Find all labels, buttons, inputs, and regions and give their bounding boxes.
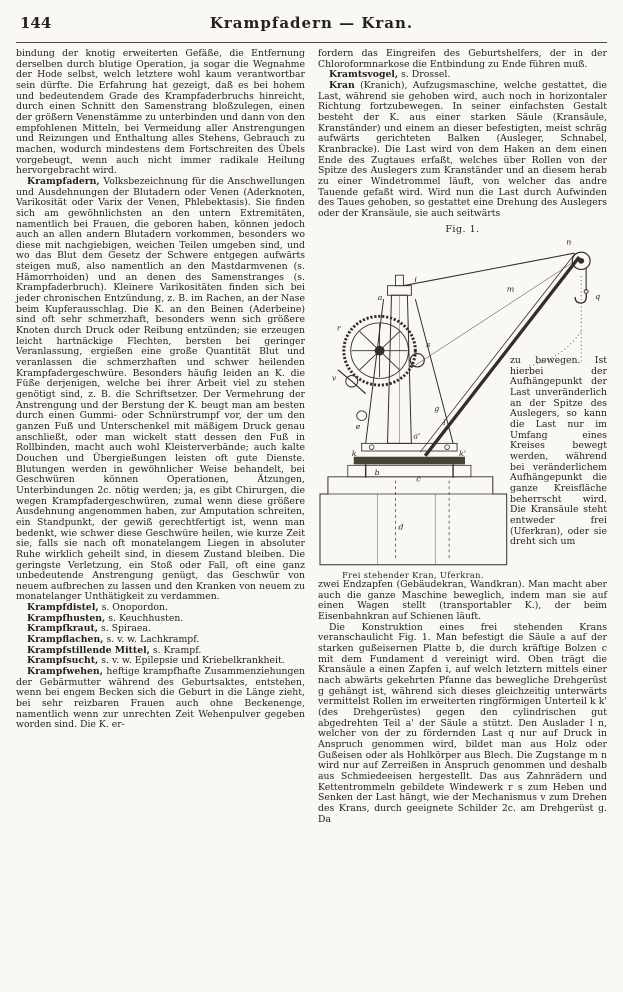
figure-part-label-i: i	[414, 275, 417, 284]
entry-text: s. Spiraea.	[100, 623, 151, 635]
right-column	[318, 49, 607, 825]
entry-text: (Kranich), Aufzugsmaschine, welche gestattet, die Last, während sie gehoben wird, auch noch in horizontaler Richtung fortzubewegen. In seiner einfachsten Gestalt besteht der K. aus einer starken Säule (Kransäule, Kranständer) und einem an dieser befestigten, meist schräg aufwärts gerichteten Balken (Ausleger, Schnabel, Kranbracke). Die Last wird von dem Haken an dem einen Ende des Zugtaues erfaßt, welches über Rollen von der Spitze des Auslegers zum Kranständer und an diesem herab zu einer Windetrommel läuft, von welcher das andre Tauende gefaßt wird. Wird nun die Last durch Aufwinden des Taues gehoben, so gestattet eine Drehung des Auslegers oder der Kransäule, sie auch seitwärts	[318, 79, 607, 219]
figure-part-label-m: m	[506, 284, 515, 294]
figure-part-label-l: l	[443, 418, 446, 428]
figure-part-label-n: n	[566, 237, 572, 247]
headword: Krampfhusten,	[27, 612, 106, 624]
figure-part-label-b: b	[374, 468, 380, 478]
headword: Kran	[329, 79, 355, 91]
paragraph-continuation	[16, 49, 305, 177]
entry-text: s. v. w. Lachkrampf.	[106, 634, 200, 646]
entry-text: fordern das Eingreifen des Geburtshelfers, der in der Chloroformnarkose die Entbindung zu Ende führen muß.	[318, 48, 607, 70]
figure-label: Fig. 1.	[445, 223, 480, 235]
figure-part-label-g: g	[434, 404, 440, 413]
page-header-title: Krampfadern — Kran.	[209, 14, 414, 32]
encyclopedia-entry	[16, 667, 305, 731]
headword: Krampfadern,	[27, 175, 100, 187]
text-columns	[0, 43, 623, 825]
headword: Krampfwehen,	[27, 666, 103, 678]
entry-text: s. Keuchhusten.	[108, 612, 184, 624]
entry-text: heftige krampfhafte Zusammenziehungen der Gebärmutter während des Geburtsaktes, entstehen, wenn bei engem Becken sich die Geburt in die Länge zieht, bei sehr reizbaren Frauen auch ohne Beckenenge, namentlich wenn zur unrechten Zeit Wehenpulver gegeben worden sind. Die K. er-	[16, 666, 305, 731]
figure-part-label-q: q	[595, 292, 601, 302]
figure-part-label-r: r	[336, 323, 341, 333]
figure-caption: Frei stehender Kran, Uferkran.	[342, 569, 484, 580]
figure-part-label-v: v	[331, 373, 337, 383]
page-header	[16, 12, 607, 43]
paragraph-continuation	[318, 580, 607, 623]
crane-figure	[318, 236, 607, 580]
entry-text: bindung der knotig erweiterten Gefäße, die Entfernung derselben durch blutige Operation, ja sogar die Wegnahme der Hode selbst, welch letztere wohl kaum verantwortbar sein dürfte. Die Erfahrung hat gezeigt, daß es bei hohem und bedeutendem Grade des Krampfaderbruchs hinreicht, durch einen Schnitt den Samenstrang bloßzulegen, einen der größern Venenstämme zu unterbinden und dann von den empfohlenen Mitteln, bei Vermeidung aller Anstrengungen und Reizungen und Enthaltung alles Stehens, Gebrauch zu machen, wodurch mindestens dem Fortschreiten des Übels vorgebeugt, wenn auch nicht immer radikale Heilung hervorgebracht wird.	[16, 48, 305, 177]
encyclopedia-entry	[16, 177, 305, 603]
entry-text: Die Konstruktion eines frei stehenden Krans veranschaulicht Fig. 1. Man befestigt die Säule a auf der starken gußeisernen Platte b, die durch kräftige Bolzen c mit dem Fundament d vereinigt wird. Oben trägt die Kransäule a einen Zapfen i, auf welch letztern mittels einer nach abwärts gekehrten Pfanne das bewegliche Drehgerüst g gehängt ist, während sich dieses gleichzeitig unterwärts vermittelst Rollen im erweiterten ringförmigen Unterteil k k' (des Drehgerüstes) gegen den cylindrischen gut abgedrehten Teil a' der Säule a stützt. Den Auslader l n, welcher von der zu fördernden Last q nur auf Druck in Anspruch genommen wird, bildet man aus Holz oder Gußeisen oder als Hohlkörper aus Blech. Die Zugstange m n wird nur auf Zerreißen in Anspruch genommen und deshalb aus Schmiedeeisen hergestellt. Das aus Zahnrädern und Kettentrommeln gebildete Windewerk r s zum Heben und Senken der Last hängt, wie der Mechanismus v zum Drehen des Krans, durch geeignete Schilder 2c. am Drehgerüst g. Da	[318, 621, 607, 825]
encyclopedia-entry	[318, 81, 607, 220]
figure-part-label-d: d	[398, 522, 404, 532]
entry-text: s. Onopordon.	[101, 602, 168, 614]
entry-text: zwei Endzapfen (Gebäudekran, Wandkran). Man macht aber auch die ganze Maschine beweglich, indem man sie auf einen Wagen stellt (transportabler K.), der beim Eisenbahnkran auf Schienen läuft.	[318, 579, 607, 623]
headword: Krampfdistel,	[27, 602, 99, 614]
figure-side-text: zu bewegen. Ist hierbei der Aufhängepunkt der Last unveränderlich an der Spitze des Auslegers, so kann die Last nur im Umfang eines Kreises bewegt werden, während bei veränderlichem Aufhängepunkt die ganze Kreisfläche beherrscht wird. Die Kransäule steht entweder frei (Uferkran), oder sie dreht sich um	[510, 355, 607, 548]
entry-text: s. Drossel.	[401, 69, 451, 81]
figure-part-label-k2: k'	[459, 449, 467, 458]
figure-part-label-e: e	[355, 422, 361, 432]
figure-part-label-a: a	[377, 293, 383, 303]
entry-text: s. Krampf.	[152, 644, 202, 656]
headword: Kramtsvogel,	[329, 69, 399, 81]
figure-part-label-s: s	[426, 340, 431, 349]
left-column	[16, 49, 305, 825]
paragraph-continuation	[318, 49, 607, 70]
entry-text: s. v. w. Epilepsie und Kriebelkrankheit.	[101, 655, 285, 667]
headword: Krampfkraut,	[27, 623, 98, 635]
figure-part-label-k: k	[351, 449, 357, 458]
headword: Krampflachen,	[27, 634, 104, 646]
figure-part-label-a2: a'	[413, 431, 421, 441]
headword: Krampfsucht,	[27, 655, 99, 667]
entry-text: Volksbezeichnung für die Anschwellungen und Ausdehnungen der Blutadern oder Venen (Aderknoten, Varikosität oder Varix der Venen, Phlebektasis). Sie finden sich am gewöhnlichsten an den untern Extremitäten, namentlich bei Frauen, die geboren haben, können jedoch auch an allen andern Blutadern vorkommen, besonders wo diese mit nachgiebigen, weichen Teilen umgeben sind, und wo das Blut dem Gesetz der Schwere entgegen aufwärts steigen muß, also namentlich an den Mastdarmvenen (s. Hämorrhoiden) und an denen des Samenstranges (s. Krampfaderbruch). Kleinere Varikositäten finden sich bei jeder chronischen Entzündung, z. B. im Rachen, an der Nase beim Kupferausschlag. Die K. an den Beinen (Aderbeine) sind oft sehr schmerzhaft, besonders wenn sich größere Knoten durch Druck oder Reibung entzünden; sie erzeugen leicht hartnäckige Flechten, bersten bei geringer Veranlassung, ergießen eine große Quantität Blut und veranlassen die schmerzhaften und schwer heilenden Krampfadergeschwüre. Besonders häufig leiden an K. die Füße derjenigen, welche bei ihrer Arbeit viel zu stehen genötigt sind, z. B. die Schriftsetzer. Der Vermehrung der Anstrengung und der Berstung der K. beugt man am besten durch einen Gummi- oder Schnürstrumpf vor, der um den ganzen Fuß und Unterschenkel mit mäßigem Druck genau anschließt, oder man wickelt statt dessen den Fuß in Rollbinden, macht auch wohl Kleisterverbände; auch kalte Douchen und Übergießungen leisten oft gute Dienste. Blutungen werden in gewöhnlicher Weise behandelt, bei Geschwüren können Operationen, Ätzungen, Unterbindungen 2c. nötig werden; ja, es gibt Chirurgen, die wegen Krampfadergeschwüren, zumal wenn diese größere Ausdehnung angenommen haben, zur Amputation schreiten, ein Standpunkt, der gewiß gerechtfertigt ist, wenn man bedenkt, wie schwer diese Geschwüre heilen, wie kurze Zeit sie, falls sie nach oft monatelangem Liegen in absoluter Ruhe wirklich geheilt sind, in diesem Zustand bleiben. Die geringste Verletzung, ein Stoß oder Fall, oft eine ganz unbedeutende Anstrengung genügt, das Geschwür von neuem aufbrechen zu lassen und den Kranken von neuem zu monatelanger Unthätigkeit zu verdammen.	[16, 175, 305, 603]
headword: Krampfstillende Mittel,	[27, 644, 150, 656]
paragraph	[318, 623, 607, 825]
page-number: 144	[20, 14, 52, 32]
figure-part-label-c: c	[416, 474, 421, 484]
